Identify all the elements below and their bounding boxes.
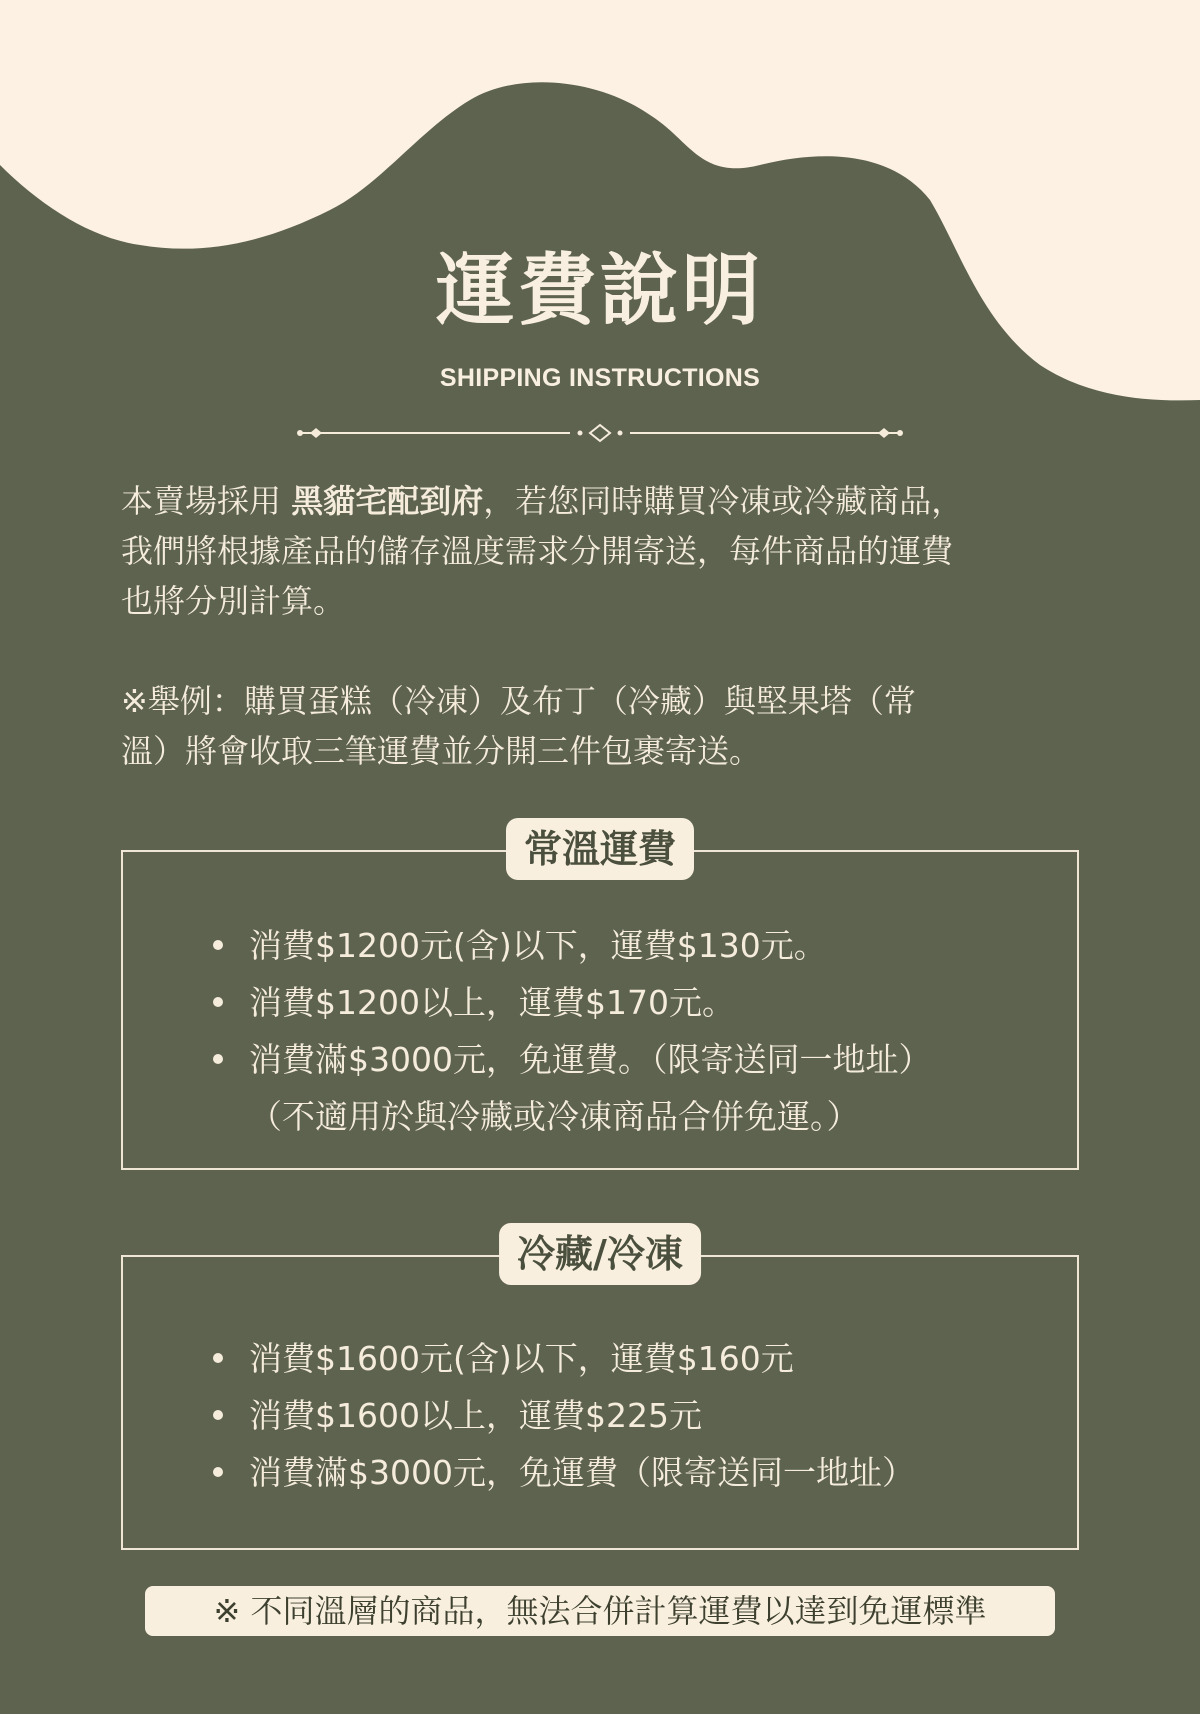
room-temperature-list: [213, 917, 1037, 1145]
list-item: [213, 1444, 1037, 1501]
example-paragraph: [121, 676, 1081, 776]
list-item: [213, 1330, 1037, 1387]
list-item-text: （不適用於與冷藏或冷凍商品合併免運。）: [249, 1097, 860, 1136]
list-item-text: 消費$1600以上，運費$225元: [249, 1396, 702, 1435]
cold-chain-list: [213, 1330, 1037, 1501]
list-item: [213, 1387, 1037, 1444]
intro-line-a-suffix: ，若您同時購買冷凍或冷藏商品，: [483, 482, 964, 520]
room-temperature-label: 常溫運費: [506, 818, 694, 880]
cold-chain-label: 冷藏/冷凍: [499, 1223, 701, 1285]
bullet-icon: [213, 1410, 223, 1420]
footer-note: ※ 不同溫層的商品，無法合併計算運費以達到免運標準: [145, 1586, 1055, 1636]
list-item: [213, 1031, 1037, 1088]
ornamental-divider: [290, 418, 910, 448]
cold-chain-shipping-box: [121, 1231, 1079, 1550]
list-item-continuation: [213, 1088, 1037, 1145]
example-line-b: 溫）將會收取三筆運費並分開三件包裹寄送。: [121, 732, 762, 770]
intro-line-c: 也將分別計算。: [121, 582, 346, 620]
bullet-icon: [213, 1054, 223, 1064]
list-item-text: 消費滿$3000元，免運費（限寄送同一地址）: [249, 1453, 915, 1492]
list-item-text: 消費$1600元(含)以下，運費$160元: [249, 1339, 794, 1378]
room-temperature-shipping-box: [121, 826, 1079, 1170]
list-item: [213, 917, 1037, 974]
delivery-service-name: 黑貓宅配到府: [291, 482, 484, 520]
list-item: [213, 974, 1037, 1031]
page-subtitle: SHIPPING INSTRUCTIONS: [439, 364, 761, 392]
bullet-icon: [213, 1353, 223, 1363]
bullet-icon: [213, 1467, 223, 1477]
bullet-icon: [213, 940, 223, 950]
bullet-icon: [213, 997, 223, 1007]
list-item-text: 消費$1200元(含)以下，運費$130元。: [249, 926, 827, 965]
example-line-a: ※舉例：購買蛋糕（冷凍）及布丁（冷藏）與堅果塔（常: [121, 682, 916, 720]
intro-line-b: 我們將根據產品的儲存溫度需求分開寄送，每件商品的運費: [121, 532, 954, 570]
list-item-text: 消費$1200以上，運費$170元。: [249, 983, 735, 1022]
list-item-text: 消費滿$3000元，免運費。（限寄送同一地址）: [249, 1040, 932, 1079]
page-title: 運費說明: [435, 245, 764, 336]
intro-paragraph: [121, 476, 1081, 626]
intro-line-a-prefix: 本賣場採用: [121, 482, 292, 520]
